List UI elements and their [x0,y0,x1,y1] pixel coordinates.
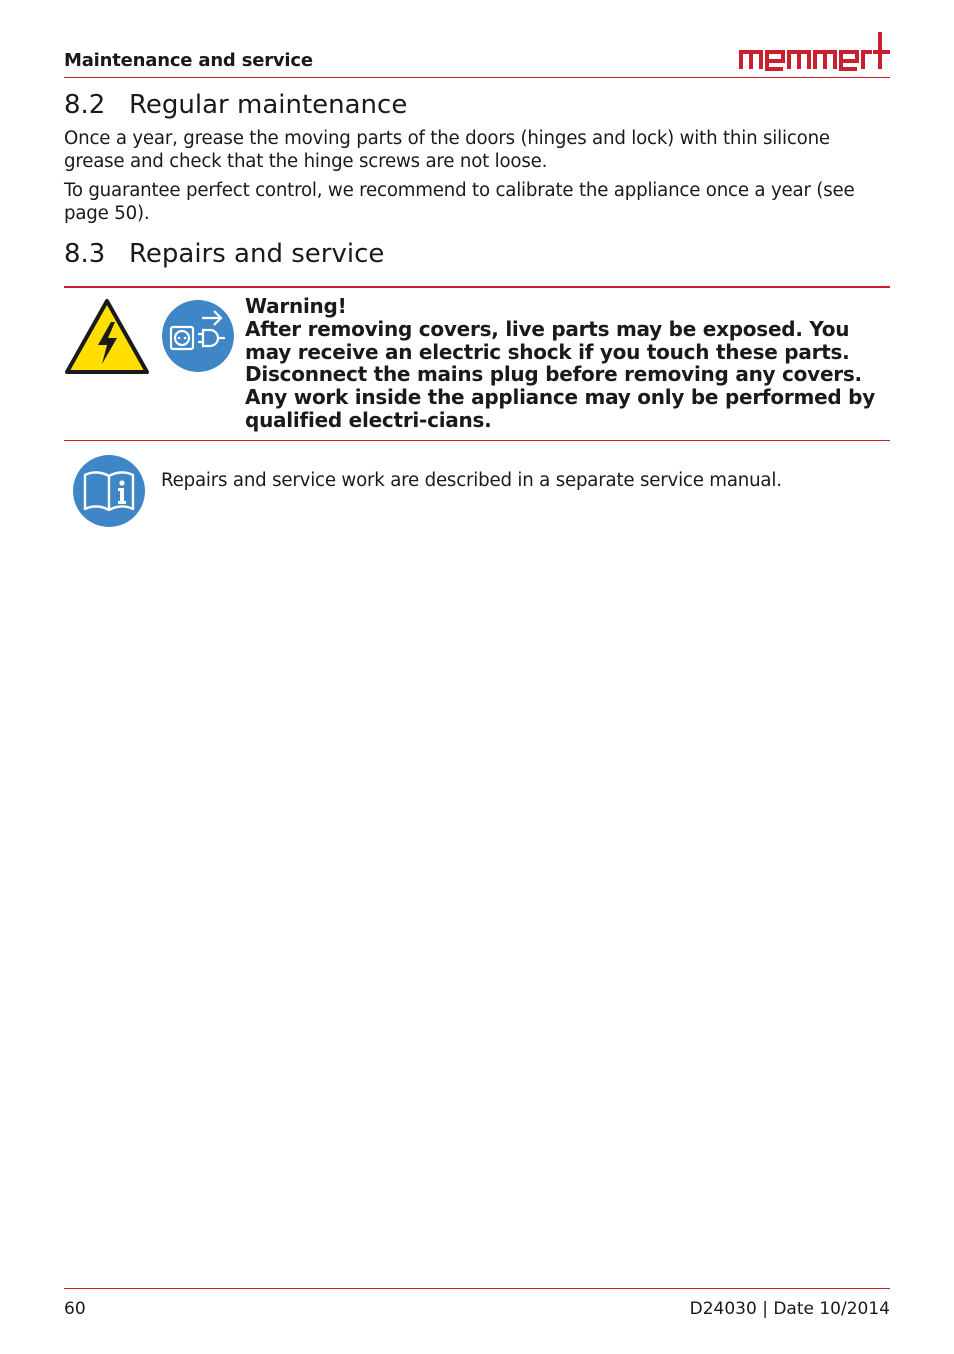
section-number: 8.3 [64,239,106,269]
disconnect-mains-plug-icon [162,300,234,372]
footer-rule [64,1288,890,1289]
warning-top-rule [64,286,890,288]
section-title: Regular maintenance [129,90,408,120]
info-text: Repairs and service work are described in a separate service manual. [161,470,782,491]
document-reference: D24030 | Date 10/2014 [689,1299,890,1319]
section-number: 8.2 [64,90,106,120]
section-title: Repairs and service [129,239,385,269]
running-header: Maintenance and service [64,50,313,71]
section-heading-regular-maintenance [64,90,407,120]
warning-bottom-rule [64,440,890,441]
paragraph-grease: Once a year, grease the moving parts of the doors (hinges and lock) with thin silicone grease and check that the hinge screws are not loose. [64,128,830,172]
paragraph-calibrate: To guarantee perfect control, we recommend to calibrate the appliance once a year (see page 50). [64,180,855,224]
warning-heading: Warning! [245,294,347,318]
memmert-logo [738,30,890,72]
page-number: 60 [64,1299,86,1319]
high-voltage-warning-icon [64,298,150,375]
read-manual-info-icon [73,455,145,527]
section-heading-repairs-service [64,239,384,269]
warning-text [245,295,895,432]
warning-body: After removing covers, live parts may be exposed. You may receive an electric shock if you touch these parts. Disconnect the mains plug before removing any covers. Any work inside the appliance may only be performed by qualified electri-cians. [245,316,876,432]
header-rule [64,77,890,78]
